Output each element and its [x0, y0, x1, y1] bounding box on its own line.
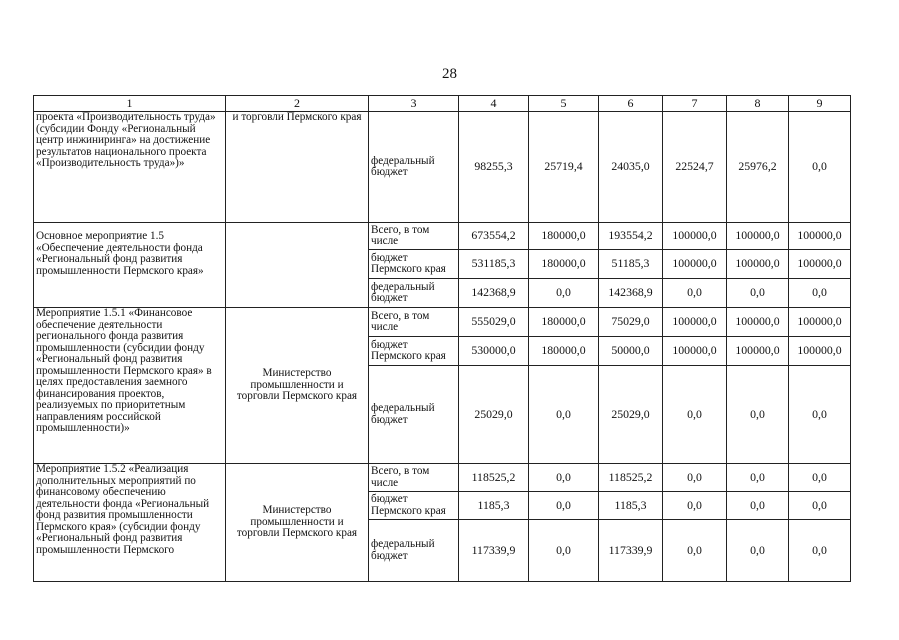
column-header: 7 [663, 96, 727, 112]
funding-source: федеральный бюджет [369, 279, 459, 308]
amount-cell: 100000,0 [663, 250, 727, 279]
amount-cell: 25719,4 [529, 112, 599, 223]
column-header: 4 [459, 96, 529, 112]
amount-cell: 51185,3 [599, 250, 663, 279]
amount-cell: 50000,0 [599, 337, 663, 366]
column-header: 3 [369, 96, 459, 112]
amount-cell: 0,0 [529, 520, 599, 582]
amount-cell: 100000,0 [663, 223, 727, 250]
amount-cell: 100000,0 [789, 308, 851, 337]
column-header: 5 [529, 96, 599, 112]
amount-cell: 0,0 [529, 366, 599, 464]
funding-source: бюджет Пермского края [369, 250, 459, 279]
column-header: 1 [34, 96, 226, 112]
table-row [34, 464, 851, 492]
amount-cell: 0,0 [727, 464, 789, 492]
amount-cell: 0,0 [789, 279, 851, 308]
amount-cell: 0,0 [727, 520, 789, 582]
amount-cell: 1185,3 [599, 492, 663, 520]
responsible-organization [226, 223, 369, 308]
amount-cell: 25976,2 [727, 112, 789, 223]
column-header: 2 [226, 96, 369, 112]
responsible-organization: Министерство промышленности и торговли Пермского края [226, 308, 369, 464]
table-row [34, 308, 851, 337]
amount-cell: 100000,0 [789, 250, 851, 279]
amount-cell: 180000,0 [529, 223, 599, 250]
amount-cell: 117339,9 [459, 520, 529, 582]
amount-cell: 0,0 [529, 492, 599, 520]
amount-cell: 100000,0 [727, 223, 789, 250]
amount-cell: 0,0 [529, 464, 599, 492]
amount-cell: 0,0 [789, 492, 851, 520]
activity-description: Основное мероприятие 1.5 «Обеспечение деятельности фонда «Региональный фонд развития промышленности Пермского края» [34, 223, 226, 308]
budget-table [33, 95, 851, 582]
amount-cell: 100000,0 [663, 337, 727, 366]
activity-description: Мероприятие 1.5.1 «Финансовое обеспечение деятельности регионального фонда развития промышленности (субсидии фонду «Региональный фонд развития промышленности Пермского края» в целях предоставления заемного финансирования проектов, реализуемых по приоритетным направлениям российской промышленности)» [34, 308, 226, 464]
amount-cell: 142368,9 [599, 279, 663, 308]
page-number: 28 [442, 66, 457, 82]
amount-cell: 180000,0 [529, 250, 599, 279]
amount-cell: 24035,0 [599, 112, 663, 223]
amount-cell: 0,0 [663, 366, 727, 464]
funding-source: федеральный бюджет [369, 520, 459, 582]
amount-cell: 0,0 [727, 279, 789, 308]
funding-source: Всего, в том числе [369, 464, 459, 492]
amount-cell: 0,0 [663, 464, 727, 492]
amount-cell: 100000,0 [789, 223, 851, 250]
amount-cell: 0,0 [663, 520, 727, 582]
amount-cell: 100000,0 [727, 337, 789, 366]
amount-cell: 0,0 [789, 520, 851, 582]
amount-cell: 75029,0 [599, 308, 663, 337]
amount-cell: 25029,0 [599, 366, 663, 464]
amount-cell: 0,0 [789, 464, 851, 492]
amount-cell: 100000,0 [727, 308, 789, 337]
activity-description: проекта «Производительность труда» (субсидии Фонду «Региональный центр инжиниринга» на достижение результатов национального проекта «Производительность труда»)» [34, 112, 226, 223]
amount-cell: 118525,2 [599, 464, 663, 492]
amount-cell: 142368,9 [459, 279, 529, 308]
amount-cell: 22524,7 [663, 112, 727, 223]
funding-source: федеральный бюджет [369, 366, 459, 464]
funding-source: Всего, в том числе [369, 223, 459, 250]
amount-cell: 0,0 [663, 492, 727, 520]
header-row [34, 96, 851, 112]
funding-source: федеральный бюджет [369, 112, 459, 223]
column-header: 9 [789, 96, 851, 112]
amount-cell: 98255,3 [459, 112, 529, 223]
activity-description: Мероприятие 1.5.2 «Реализация дополнительных мероприятий по финансовому обеспечению деятельности фонда «Региональный фонд развития промышленности Пермского края» (субсидии фонду «Региональный фонд развития промышленности Пермского [34, 464, 226, 582]
amount-cell: 530000,0 [459, 337, 529, 366]
amount-cell: 180000,0 [529, 308, 599, 337]
amount-cell: 673554,2 [459, 223, 529, 250]
amount-cell: 180000,0 [529, 337, 599, 366]
amount-cell: 193554,2 [599, 223, 663, 250]
responsible-organization: и торговли Пермского края [226, 112, 369, 223]
responsible-organization: Министерство промышленности и торговли Пермского края [226, 464, 369, 582]
amount-cell: 555029,0 [459, 308, 529, 337]
column-header: 6 [599, 96, 663, 112]
amount-cell: 0,0 [663, 279, 727, 308]
amount-cell: 100000,0 [789, 337, 851, 366]
table-row [34, 112, 851, 223]
amount-cell: 0,0 [727, 492, 789, 520]
funding-source: бюджет Пермского края [369, 337, 459, 366]
amount-cell: 118525,2 [459, 464, 529, 492]
amount-cell: 0,0 [727, 366, 789, 464]
funding-source: Всего, в том числе [369, 308, 459, 337]
amount-cell: 100000,0 [727, 250, 789, 279]
amount-cell: 0,0 [529, 279, 599, 308]
amount-cell: 0,0 [789, 112, 851, 223]
amount-cell: 100000,0 [663, 308, 727, 337]
amount-cell: 117339,9 [599, 520, 663, 582]
amount-cell: 25029,0 [459, 366, 529, 464]
funding-source: бюджет Пермского края [369, 492, 459, 520]
table-row [34, 223, 851, 250]
amount-cell: 1185,3 [459, 492, 529, 520]
column-header: 8 [727, 96, 789, 112]
amount-cell: 531185,3 [459, 250, 529, 279]
amount-cell: 0,0 [789, 366, 851, 464]
